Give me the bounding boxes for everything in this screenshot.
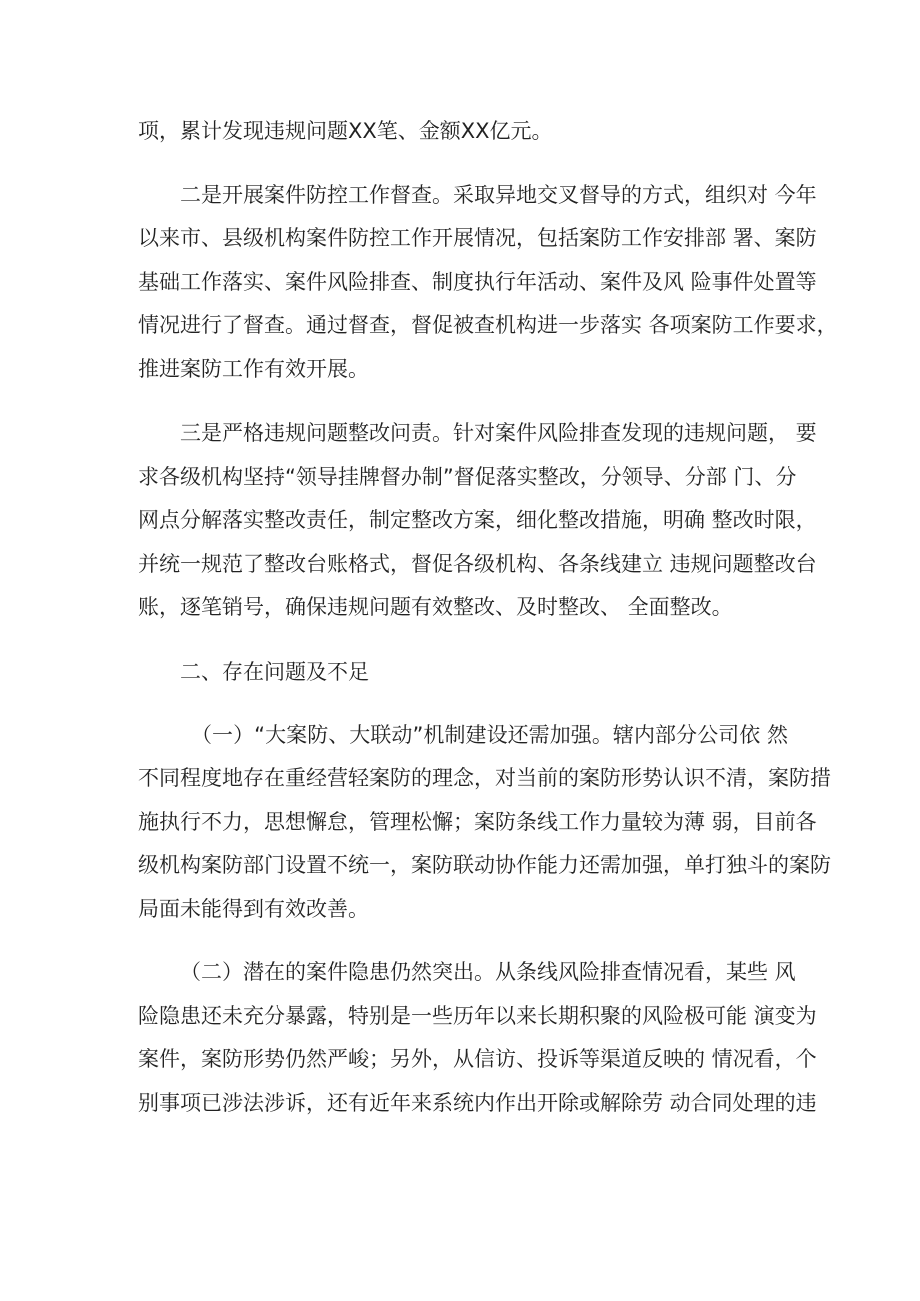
paragraph-line: 情况进行了督查。通过督查，督促被查机构进一步落实 各项案防工作要求， bbox=[138, 313, 838, 337]
paragraph-line: 求各级机构坚持“领导挂牌督办制”督促落实整改，分领导、分部 门、分 bbox=[138, 465, 797, 489]
section-heading: 二、存在问题及不足 bbox=[180, 660, 369, 684]
paragraph-line: 项，累计发现违规问题XX笔、金额XX亿元。 bbox=[138, 119, 553, 143]
paragraph-line: 推进案防工作有效开展。 bbox=[138, 357, 369, 381]
paragraph-line: 二是开展案件防控工作督查。采取异地交叉督导的方式，组织对 今年 bbox=[180, 183, 817, 207]
paragraph-line: 施执行不力，思想懈怠，管理松懈；案防条线工作力量较为薄 弱，目前各 bbox=[138, 810, 817, 834]
paragraph-line: 并统一规范了整改台账格式，督促各级机构、各条线建立 违规问题整改台 bbox=[138, 552, 817, 576]
paragraph-line: 别事项已涉法涉诉，还有近年来系统内作出开除或解除劳 动合同处理的违 bbox=[138, 1091, 817, 1115]
paragraph-line: 不同程度地存在重经营轻案防的理念，对当前的案防形势认识不清，案防措 bbox=[138, 766, 831, 790]
paragraph-line: 局面未能得到有效改善。 bbox=[138, 897, 369, 921]
paragraph-line: 险隐患还未充分暴露，特别是一些历年以来长期积聚的风险极可能 演变为 bbox=[138, 1004, 817, 1028]
paragraph-line: 以来市、县级机构案件防控工作开展情况，包括案防工作安排部 署、案防 bbox=[138, 226, 817, 250]
paragraph-line: 案件，案防形势仍然严峻；另外，从信访、投诉等渠道反映的 情况看，个 bbox=[138, 1047, 817, 1071]
paragraph-line: 账，逐笔销号，确保违规问题有效整改、及时整改、 全面整改。 bbox=[138, 595, 733, 619]
paragraph-line: 级机构案防部门设置不统一，案防联动协作能力还需加强，单打独斗的案防 bbox=[138, 853, 831, 877]
paragraph-line: 网点分解落实整改责任，制定整改方案，细化整改措施，明确 整改时限， bbox=[138, 508, 817, 532]
paragraph-line: 基础工作落实、案件风险排查、制度执行年活动、案件及风 险事件处置等 bbox=[138, 270, 817, 294]
paragraph-line: 三是严格违规问题整改问责。针对案件风险排查发现的违规问题， 要 bbox=[180, 421, 817, 445]
paragraph-line: （一）“大案防、大联动”机制建设还需加强。辖内部分公司依 然 bbox=[191, 723, 788, 747]
paragraph-line: （二）潜在的案件隐患仍然突出。从条线风险排查情况看，某些 风 bbox=[180, 960, 796, 984]
